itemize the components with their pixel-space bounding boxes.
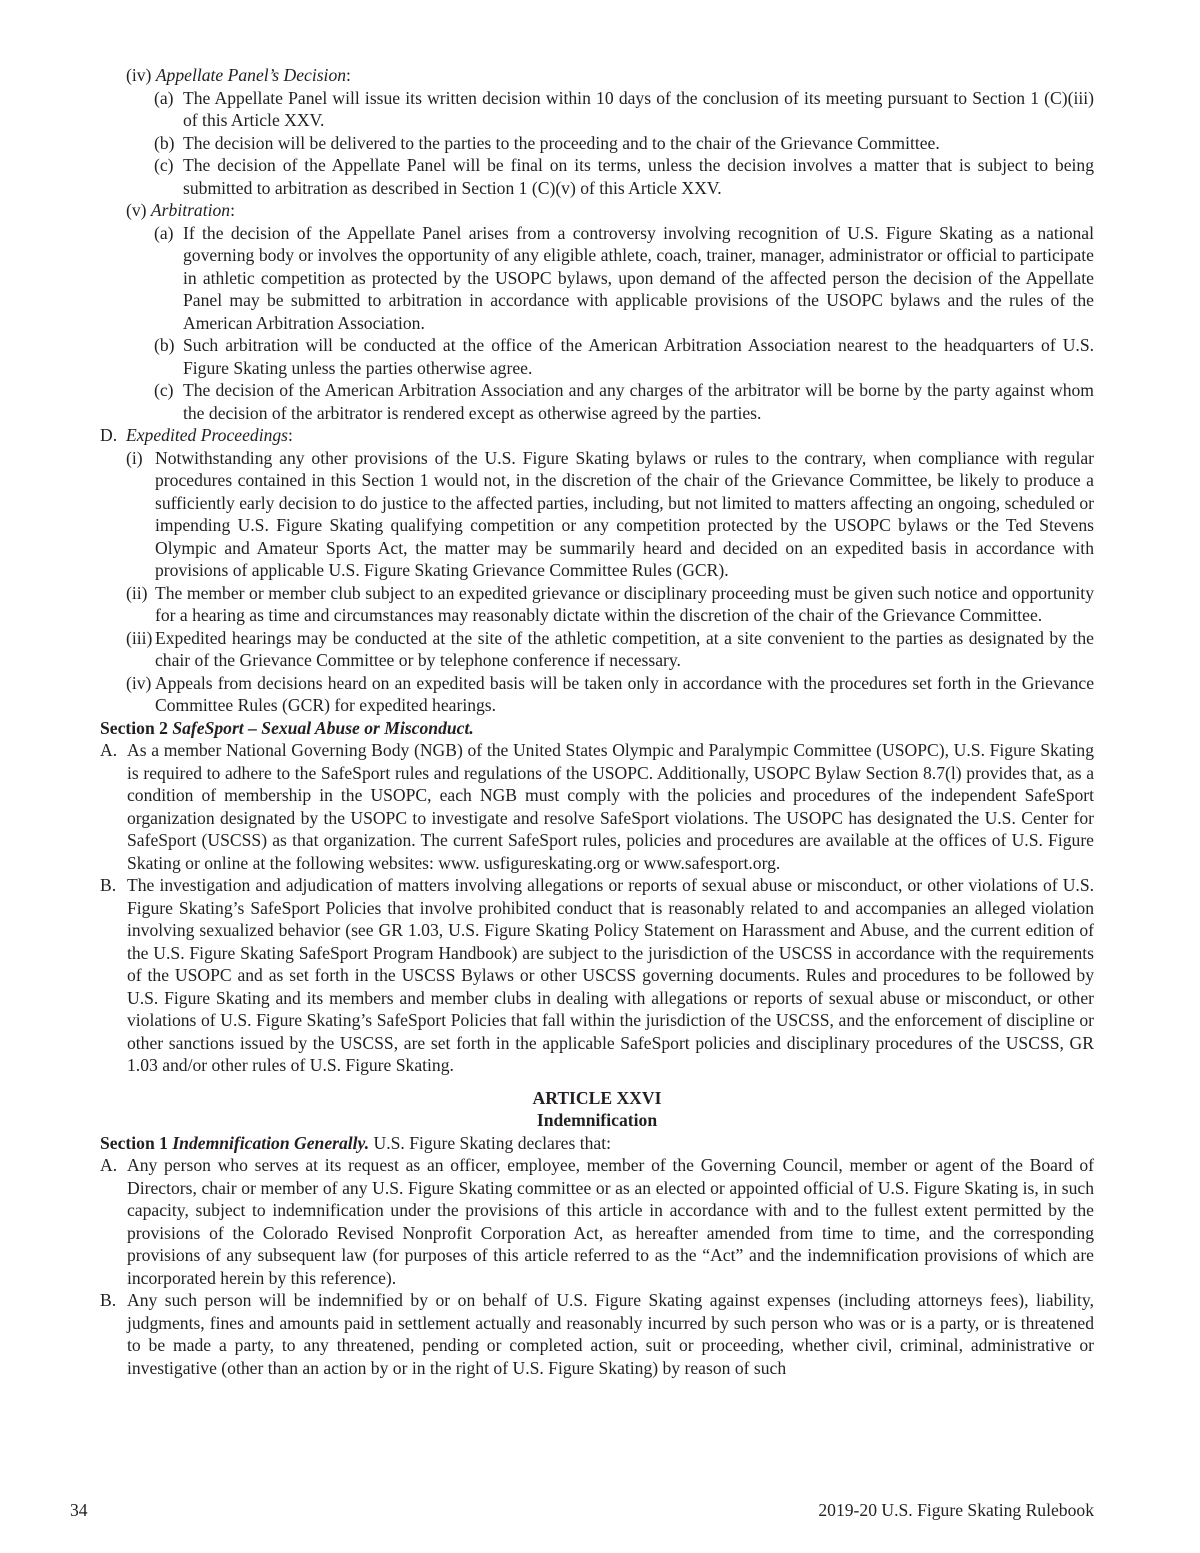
item-label: (a) [154,222,174,243]
list-item [100,672,1094,717]
list-item [100,447,1094,582]
item-text: The decision of the American Arbitration Association and any charges of the arbitrator will be borne by the party against whom the decision of the arbitrator is rendered except as otherwise agreed by the parties. [183,380,1094,423]
item-label: (iv) [126,672,152,693]
list-item [100,627,1094,672]
item-label: (a) [154,87,174,108]
item-text: Appeals from decisions heard on an expedited basis will be taken only in accordance with the procedures set forth in the Grievance Committee Rules (GCR) for expedited hearings. [155,672,1094,715]
page-content [100,64,1094,1379]
list-item [100,874,1094,1077]
item-text: The investigation and adjudication of matters involving allegations or reports of sexual abuse or misconduct, or other violations of U.S. Figure Skating’s SafeSport Policies that involve prohibited conduct that is reasonably related to and accompanies an alleged violation involving sexualized behavior (see GR 1.03, U.S. Figure Skating Policy Statement on Harassment and Abuse, and the current edition of the U.S. Figure Skating SafeSport Program Handbook) are subject to the jurisdiction of the USCSS in accordance with the requirements of the USOPC and as set forth in the USCSS Bylaws or other USCSS governing documents. Rules and procedures to be followed by U.S. Figure Skating and its members and member clubs in dealing with allegations or reports of sexual abuse or misconduct, or other violations of U.S. Figure Skating’s SafeSport Policies that fall within the jurisdiction of the USCSS, and the enforcement of discipline or other sanctions issued by the USCSS, are set forth in the applicable SafeSport policies and disciplinary procedures of the USCSS, GR 1.03 and/or other rules of U.S. Figure Skating. [127,875,1094,1075]
item-label: (c) [154,380,174,400]
section-title: SafeSport – Sexual Abuse or Misconduct. [172,717,474,738]
list-item [100,582,1094,627]
item-label: (b) [154,335,175,355]
running-footer-title: 2019-20 U.S. Figure Skating Rulebook [818,1500,1094,1520]
subsection-title: Expedited Proceedings [126,425,289,445]
subsection-label: D. [100,425,118,445]
item-text: As a member National Governing Body (NGB) of the United States Olympic and Paralympic Committee (USOPC), U.S. Figure Skating is required to adhere to the SafeSport rules and regulations of the USOPC. Additionally, USOPC Bylaw Section 8.7(l) provides that, as a condition of membership in the USOPC, each NGB must comply with the policies and procedures of the independent SafeSport organization designated by the USOPC to investigate and resolve SafeSport violations. The USOPC has designated the U.S. Center for SafeSport (USCSS) as that organization. The current SafeSport rules, policies and procedures are available at the offices of U.S. Figure Skating or online at the following websites: www. usfigureskating.org or www.safesport.org. [127,740,1094,873]
section-title: Indemnification Generally. [172,1132,370,1153]
page-number: 34 [70,1500,88,1520]
item-text: Any person who serves at its request as an officer, employee, member of the Governing Council, member or agent of the Board of Directors, chair or member of any U.S. Figure Skating committee or as an elected or appointed official of U.S. Figure Skating is, in such capacity, subject to indemnification under the provisions of this article in accordance with and to the fullest extent permitted by the provisions of the Colorado Revised Nonprofit Corporation Act, as hereafter amended from time to time, and the corresponding provisions of any subsequent law (for purposes of this article referred to as the “Act” and the indemnification provisions of which are incorporated herein by this reference). [127,1155,1094,1288]
section-2-heading [100,717,1094,740]
list-item [100,739,1094,874]
section-prefix: Section 1 [100,1132,173,1153]
item-label: (b) [154,132,175,153]
item-label: B. [100,1290,117,1310]
section-intro: U.S. Figure Skating declares that: [369,1132,611,1153]
subsection-c-iv-heading: (iv) Appellate Panel’s Decision: [126,65,351,85]
item-label: A. [100,1155,118,1175]
item-text: Expedited hearings may be conducted at the site of the athletic competition, at a site convenient to the parties as designated by the chair of the Grievance Committee or by telephone conference if necessary. [155,627,1094,670]
item-text: If the decision of the Appellate Panel arises from a controversy involving recognition of U.S. Figure Skating as a national governing body or involves the opportunity of any eligible athlete, coach, trainer, manager, administrator or official to participate in athletic competition as protected by the USOPC bylaws, upon demand of the affected person the decision of the Appellate Panel may be submitted to arbitration in accordance with applicable provisions of the USOPC bylaws and the rules of the American Arbitration Association. [183,222,1094,333]
list-item [100,132,1094,155]
item-text: The decision of the Appellate Panel will be final on its terms, unless the decision involves a matter that is subject to being submitted to arbitration as described in Section 1 (C)(v) of this Article XXV. [183,155,1094,198]
item-label: (ii) [126,582,148,603]
list-item [100,334,1094,379]
item-text: Any such person will be indemnified by or on behalf of U.S. Figure Skating against expenses (including attorneys fees), liability, judgments, fines and amounts paid in settlement actually and reasonably incurred by such person who was or is a party, or is threatened to be made a party, to any threatened, pending or completed action, suit or proceeding, whether civil, criminal, administrative or investigative (other than an action by or in the right of U.S. Figure Skating) by reason of such [127,1290,1094,1378]
item-label: (i) [126,447,143,468]
list-item [100,87,1094,132]
item-text: The decision will be delivered to the parties to the proceeding and to the chair of the Grievance Committee. [183,132,940,153]
article-title: ARTICLE XXVI [532,1087,662,1108]
item-label: A. [100,740,118,760]
item-text: The Appellate Panel will issue its written decision within 10 days of the conclusion of its meeting pursuant to Section 1 (C)(iii) of this Article XXV. [183,87,1094,130]
subsection-label: (iv) [126,65,152,85]
article-subtitle: Indemnification [536,1110,658,1130]
item-label: B. [100,875,117,895]
list-item [100,1289,1094,1379]
item-label: (iii) [126,627,153,648]
subsection-d-heading: D. Expedited Proceedings: [100,425,293,445]
section-prefix: Section 2 [100,717,173,738]
subsection-label: (v) [126,200,147,220]
list-item [100,1154,1094,1289]
item-text: Such arbitration will be conducted at the office of the American Arbitration Association nearest to the headquarters of U.S. Figure Skating unless the parties otherwise agree. [183,335,1094,378]
list-item [100,379,1094,424]
list-item [100,154,1094,199]
list-item [100,222,1094,335]
item-text: Notwithstanding any other provisions of the U.S. Figure Skating bylaws or rules to the contrary, when compliance with regular procedures contained in this Section 1 would not, in the discretion of the chair of the Grievance Committee, be likely to produce a sufficiently early decision to do justice to the affected parties, including, but not limited to matters affecting an ongoing, scheduled or impending U.S. Figure Skating qualifying competition or any competition protected by the USOPC bylaws or the Ted Stevens Olympic and Amateur Sports Act, the matter may be summarily heard and decided on an expedited basis in accordance with provisions of applicable U.S. Figure Skating Grievance Committee Rules (GCR). [155,447,1094,580]
subsection-c-v-heading: (v) Arbitration: [126,200,235,220]
item-label: (c) [154,155,174,175]
section-1-heading [100,1132,1094,1155]
subsection-title: Appellate Panel’s Decision [155,65,347,85]
subsection-title: Arbitration [150,200,231,220]
item-text: The member or member club subject to an expedited grievance or disciplinary proceeding must be given such notice and opportunity for a hearing as time and circumstances may reasonably dictate within the discretion of the chair of the Grievance Committee. [155,582,1094,625]
